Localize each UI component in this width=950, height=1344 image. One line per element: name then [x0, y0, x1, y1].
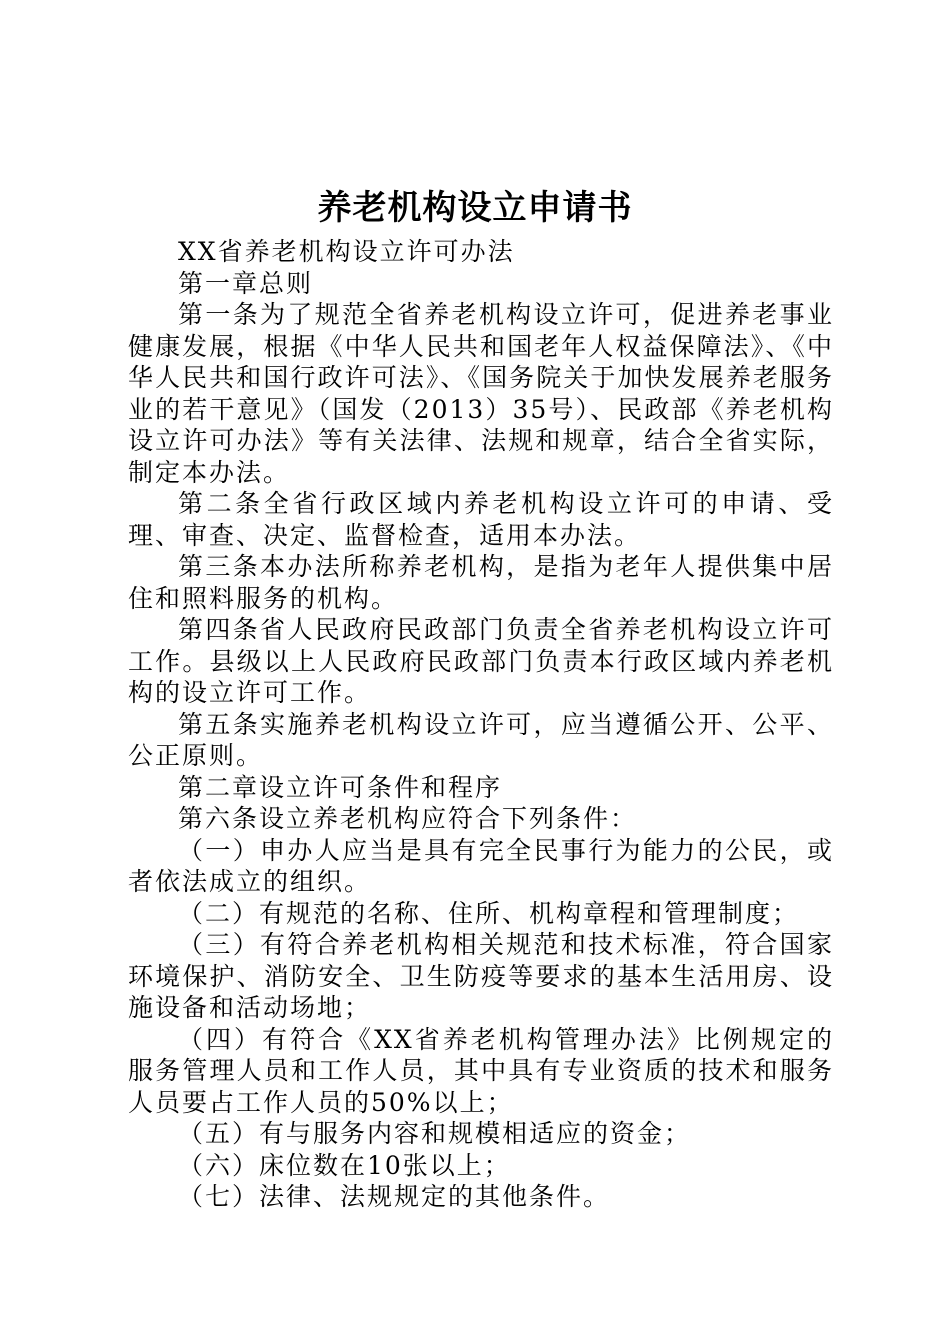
article-2: 第二条全省行政区域内养老机构设立许可的申请、受理、审查、决定、监督检查，适用本办法。	[128, 489, 834, 550]
document-body	[128, 236, 834, 1213]
condition-item-6: （六）床位数在10张以上；	[178, 1150, 511, 1180]
condition-item-2: （二）有规范的名称、住所、机构章程和管理制度；	[178, 898, 800, 928]
condition-item-5: （五）有与服务内容和规模相适应的资金；	[178, 1119, 692, 1148]
condition-item-1: （一）申办人应当是具有完全民事行为能力的公民，或者依法成立的组织。	[128, 835, 834, 896]
article-6: 第六条设立养老机构应符合下列条件：	[178, 804, 638, 833]
article-3: 第三条本办法所称养老机构，是指为老年人提供集中居住和照料服务的机构。	[128, 552, 834, 613]
document-title: 养老机构设立申请书	[317, 188, 633, 228]
condition-item-3: （三）有符合养老机构相关规范和技术标准，符合国家环境保护、消防安全、卫生防疫等要求的基本生活用房、设施设备和活动场地；	[128, 930, 834, 1022]
article-5: 第五条实施养老机构设立许可，应当遵循公开、公平、公正原则。	[128, 709, 834, 770]
condition-item-4: （四）有符合《XX省养老机构管理办法》比例规定的服务管理人员和工作人员，其中具有专业资质的技术和服务人员要占工作人员的50%以上；	[128, 1024, 834, 1117]
chapter-heading-1: 第一章总则	[178, 268, 314, 298]
article-1: 第一条为了规范全省养老机构设立许可，促进养老事业健康发展，根据《中华人民共和国老年人权益保障法》、《中华人民共和国行政许可法》、《国务院关于加快发展养老服务业的若干意见》（国发（2013）35号）、民政部《养老机构设立许可办法》等有关法律、法规和规章，结合全省实际，制定本办法。	[128, 300, 834, 487]
chapter-heading-2: 第二章设立许可条件和程序	[178, 772, 503, 802]
condition-item-7: （七）法律、法规规定的其他条件。	[178, 1182, 611, 1211]
regulation-name: XX省养老机构设立许可办法	[178, 237, 515, 266]
article-4: 第四条省人民政府民政部门负责全省养老机构设立许可工作。县级以上人民政府民政部门负责本行政区域内养老机构的设立许可工作。	[128, 615, 834, 707]
